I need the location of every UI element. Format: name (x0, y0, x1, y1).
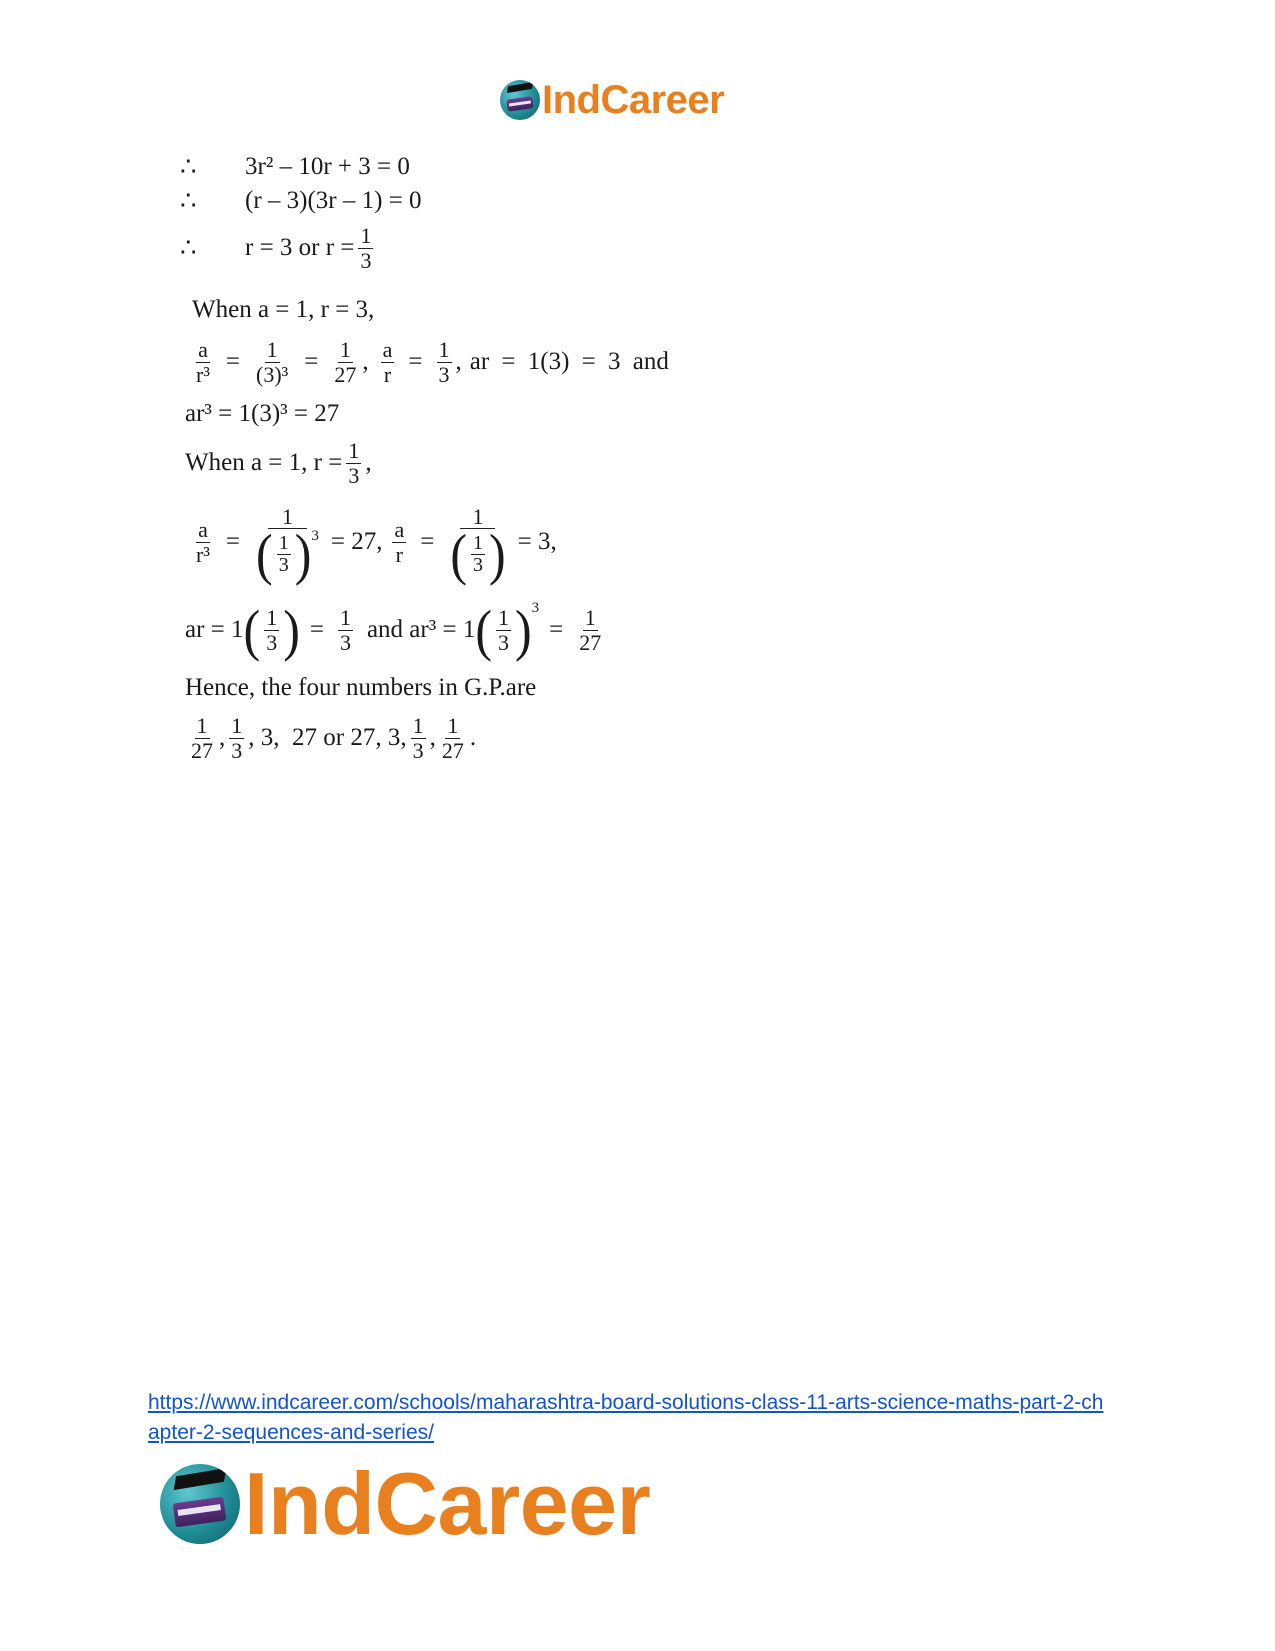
fraction-one-third: $\frac{1}{3}$ (412, 713, 424, 763)
equation-line (180, 150, 780, 184)
fraction-1-over-third-cubed: 1 ( $\frac{1}{3}$ ) 3 (256, 503, 319, 587)
cube-exponent: 3 (531, 600, 540, 616)
logo-text: IndCareer (244, 1454, 651, 1553)
equation-line (185, 394, 780, 434)
comma: , (429, 724, 436, 751)
period: . (469, 724, 477, 751)
equals: = (408, 348, 423, 375)
fraction-one-third: $\frac{1}{3}$ (348, 438, 360, 488)
therefore-symbol: ∴ (180, 233, 197, 262)
equation-line (180, 184, 780, 218)
roots-text: r = 3 or r = (245, 234, 355, 261)
case-one-text: When a = 1, r = 3, (192, 296, 375, 323)
sequence-middle-text: , 3, 27 or 27, 3, (248, 724, 407, 751)
ar3-value-text: ar³ = 1(3)³ = 27 (185, 400, 340, 427)
globe-book-icon (160, 1464, 240, 1544)
fraction-one-third: $\frac{1}{3}$ (360, 223, 372, 273)
fraction-one-third: $\frac{1}{3}$ (339, 605, 351, 655)
case-heading (185, 434, 780, 492)
case-two-text: When a = 1, r = (185, 449, 343, 476)
equation-line (180, 218, 780, 278)
equals: = (420, 528, 435, 555)
equation-line: ar = 1 ( $\frac{1}{3}$ ) = $\frac{1}{3}$ and ar³ = 1 ( $\frac{1}{3}$ ) 3 = $\frac{1}{27}$ (185, 597, 602, 663)
gp-sequence-line (185, 708, 780, 768)
comma: , (365, 449, 372, 476)
fraction-1-over-27: $\frac{1}{27}$ (441, 713, 464, 763)
ar-equals-text: ar = 1 (185, 616, 244, 643)
therefore-symbol: ∴ (180, 152, 197, 181)
fraction-1-over-third: 1 ( $\frac{1}{3}$ ) (450, 503, 506, 587)
case-heading (192, 290, 780, 330)
equals: = (304, 348, 319, 375)
fraction-1-over-27: $\frac{1}{27}$ (334, 337, 357, 387)
and-ar3-text: and ar³ = 1 (366, 616, 476, 643)
equation-line (190, 492, 780, 592)
comma: , (362, 348, 369, 375)
comma: , (455, 348, 462, 375)
therefore-symbol: ∴ (180, 186, 197, 215)
fraction-a-over-r: $\frac{a}{r}$ (394, 517, 405, 567)
fraction-a-over-r3: $\frac{a}{\text{r³}}$ (196, 517, 210, 567)
factored-equation: (r – 3)(3r – 1) = 0 (245, 187, 422, 214)
conclusion-text: Hence, the four numbers in G.P.are (185, 674, 537, 701)
fraction-1-over-27: $\frac{1}{27}$ (191, 713, 213, 763)
fraction-1-over-27: $\frac{1}{27}$ (579, 605, 602, 655)
equals: = (549, 616, 564, 643)
ar-value-text: ar = 1(3) = 3 and (469, 348, 669, 375)
comma: , (219, 724, 226, 751)
equation-line (190, 330, 780, 394)
fraction-a-over-r: $\frac{a}{r}$ (382, 337, 393, 387)
indcareer-logo-bottom (160, 1454, 651, 1553)
fraction-one-third: $\frac{1}{3}$ (266, 605, 278, 655)
equals-3: = 3, (517, 528, 557, 555)
equals: = (225, 348, 241, 375)
fraction-one-third: $\frac{1}{3}$ (231, 713, 243, 763)
conclusion-line (185, 668, 780, 708)
equals: = (309, 616, 324, 643)
quadratic-equation: 3r² – 10r + 3 = 0 (245, 153, 410, 180)
source-url-link[interactable]: https://www.indcareer.com/schools/maharashtra-board-solutions-class-11-arts-science-maths-part-2-chapter-2-sequences-and-series/ (148, 1391, 1104, 1444)
fraction-1-over-3: $\frac{1}{3}$ (438, 337, 450, 387)
equals-27: = 27, (330, 528, 383, 555)
fraction-a-over-r3: $\frac{a}{\text{r³}}$ (196, 337, 210, 387)
solution-content (180, 150, 780, 768)
logo-text: IndCareer (542, 78, 725, 122)
fraction-one-third: $\frac{1}{3}$ (497, 605, 509, 655)
globe-book-icon (500, 80, 540, 120)
equals: = (225, 528, 241, 555)
indcareer-logo-top (500, 80, 724, 120)
fraction-1-over-3-cubed: $\frac{1}{\text{(3)³}}$ (256, 337, 289, 387)
